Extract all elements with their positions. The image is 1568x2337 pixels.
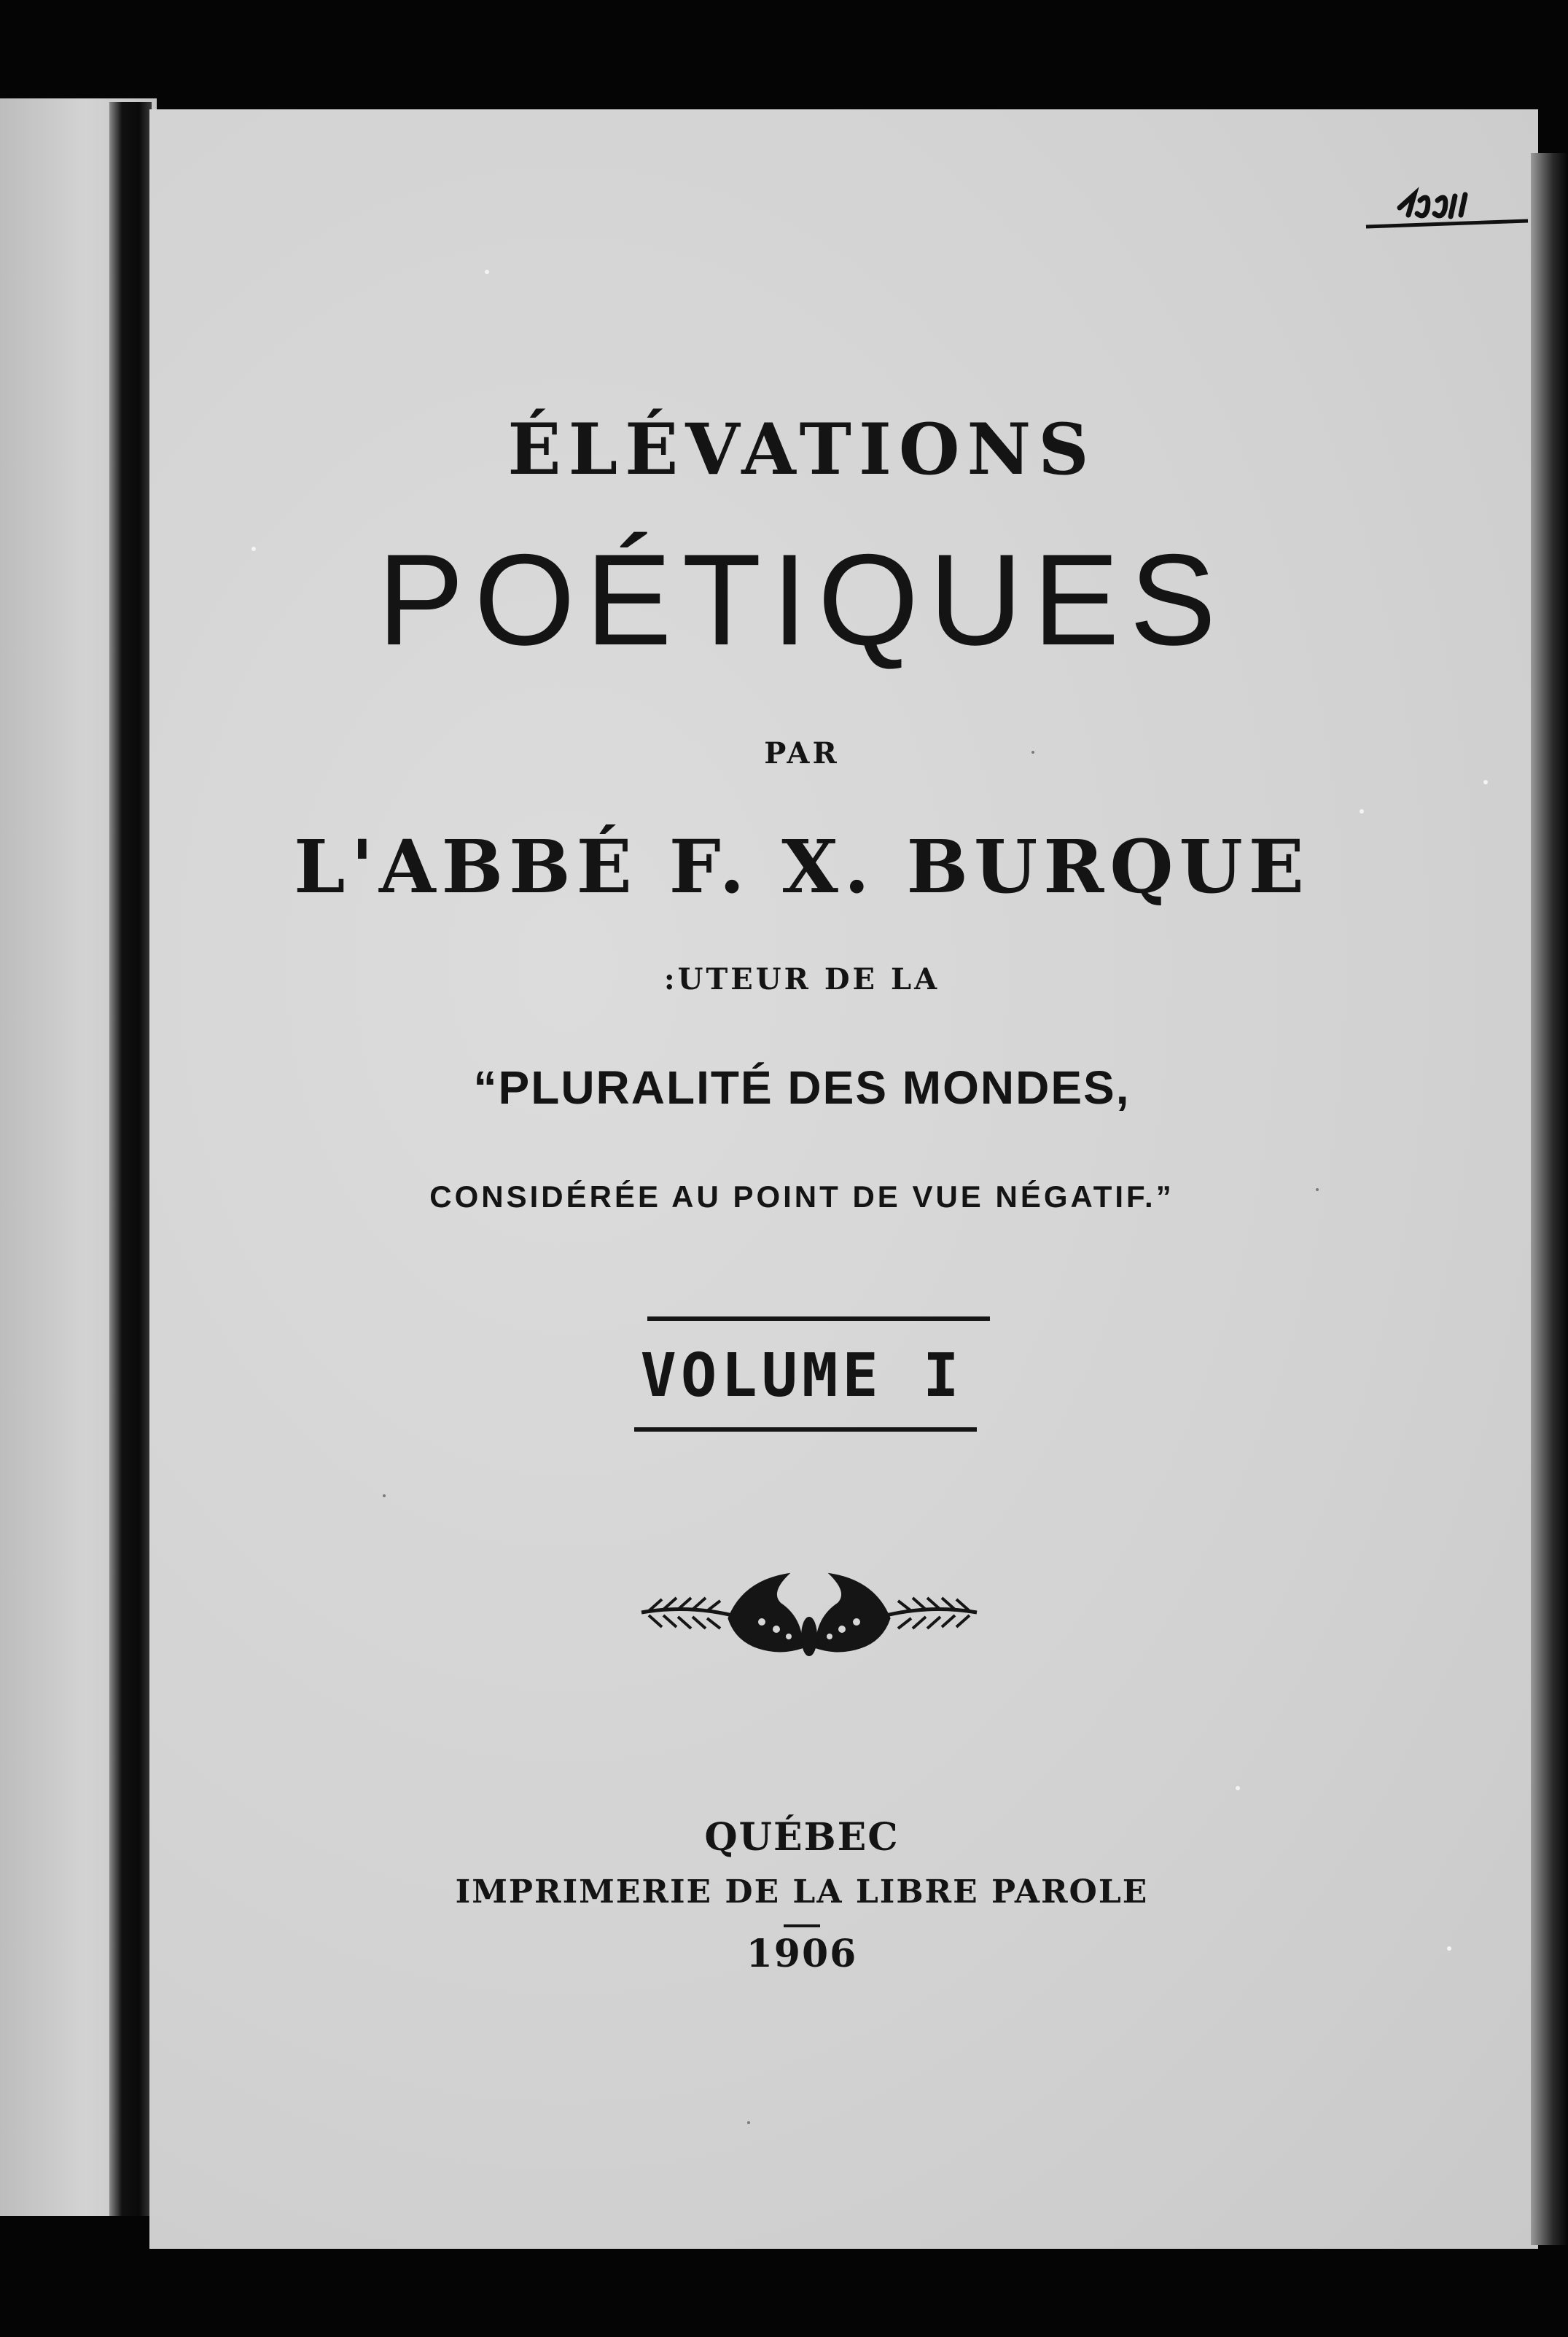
publication-city: QUÉBEC [704, 1815, 900, 1860]
page-right-edge [1531, 153, 1568, 2245]
title-line-2: POÉTIQUES [377, 527, 1227, 672]
author-note: :UTEUR DE LA [663, 962, 940, 996]
book-gutter [109, 102, 152, 2216]
previous-work-subtitle: CONSIDÉRÉE AU POINT DE VUE NÉGATIF.” [429, 1179, 1174, 1214]
imprint-divider [784, 1924, 820, 1927]
paper-speck [1360, 809, 1364, 814]
previous-work-title: “PLURALITÉ DES MONDES, [473, 1061, 1131, 1114]
volume-rule-top [647, 1316, 990, 1321]
handwritten-shelfmark [1363, 179, 1531, 244]
title-line-1: ÉLÉVATIONS [507, 408, 1096, 491]
author-name: L'ABBÉ F. X. BURQUE [294, 824, 1310, 910]
volume-label: VOLUME I [640, 1341, 964, 1411]
twin-swallows-ornament-icon [634, 1567, 984, 1669]
paper-speck [1483, 780, 1488, 784]
volume-rule-bottom [634, 1427, 977, 1432]
paper-speck [485, 270, 489, 274]
paper-speck [1236, 1786, 1240, 1790]
paper-speck [383, 1494, 386, 1497]
printer-name: IMPRIMERIE DE LA LIBRE PAROLE [455, 1873, 1149, 1911]
by-line: PAR [764, 736, 840, 770]
paper-speck [747, 2121, 750, 2124]
publication-year: 1906 [746, 1932, 858, 1976]
